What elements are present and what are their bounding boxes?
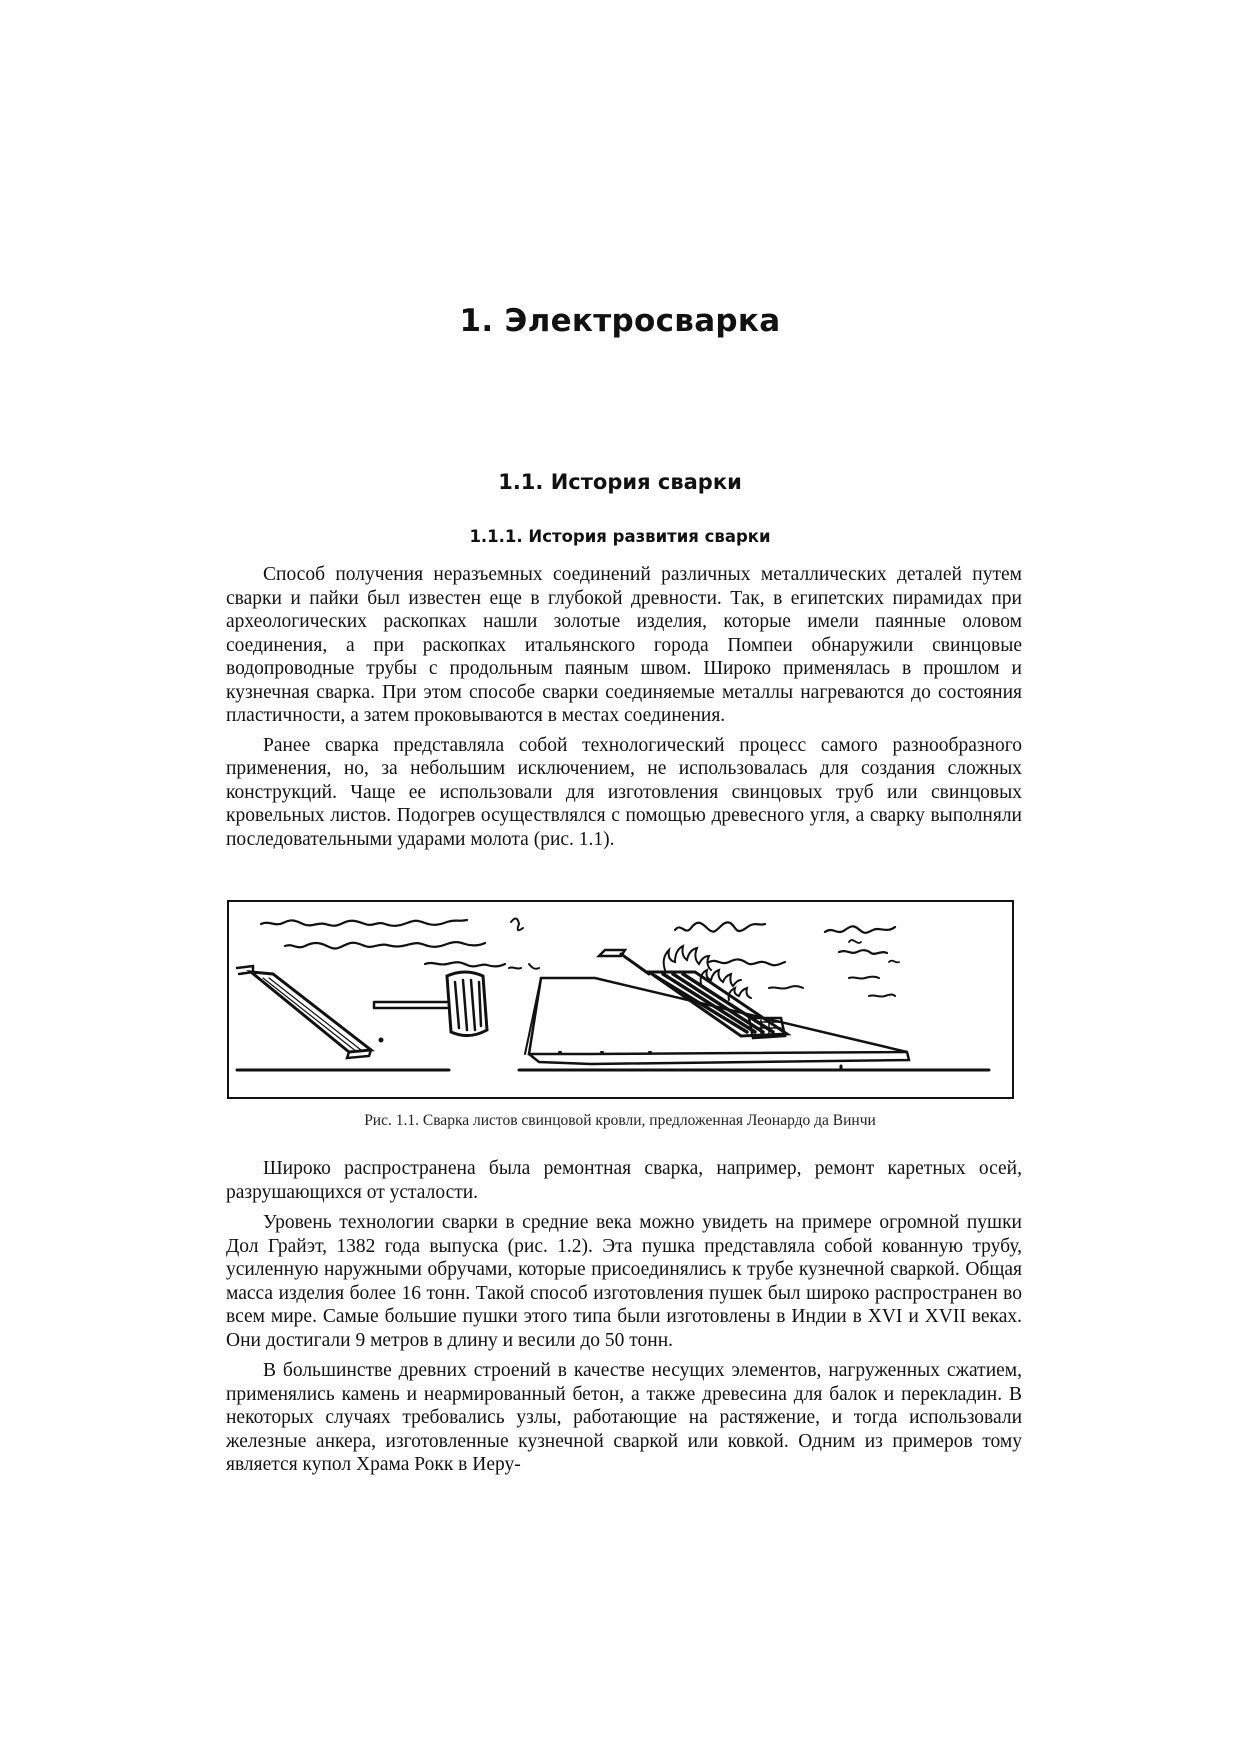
handwriting-stroke xyxy=(511,918,523,930)
handwriting-stroke xyxy=(509,964,539,969)
handwriting-stroke xyxy=(709,959,785,965)
handwriting-stroke xyxy=(261,920,467,926)
paragraph: Уровень технологии сварки в средние века можно увидеть на примере огромной пушки Дол Грайэт, 1382 года выпуска (рис. 1.2). Эта пушка представляла собой кованную трубу, усиленную наружными обручами, которые присоединялись к трубе кузнечной сваркой. Общая масса изделия более 16 тонн. Такой способ изготовления пушек был широко распространен во всем мире. Самые большие пушки этого типа были изготовлены в Индии в XVI и XVII веках. Они достигали 9 метров в длину и весили до 50 тонн. xyxy=(226,1212,1022,1351)
charcoal-trough-fill xyxy=(655,974,773,1032)
chapter-title: 1. Электросварка xyxy=(459,303,781,339)
sketch-illustration xyxy=(229,902,1011,1096)
iron-handle xyxy=(621,954,649,974)
paragraph: Способ получения неразъемных соединений различных металлических деталей путем сварки и пайки был известен еще в глубокой древности. Так, в египетских пирамидах при археологических раскопках нашли золотые изделия, которые имели паянные оловом соединения, а при раскопках итальянского города Помпеи обнаружили свинцовые водопроводные трубы с продольным паяным швом. Широко применялась в прошлом и кузнечная сварка. При этом способе сварки соединяемые металлы нагреваются до состояния пластичности, а затем проковываются в местах соединения. xyxy=(226,564,1022,726)
text-block-bottom xyxy=(226,1157,1022,1477)
handwriting-stroke xyxy=(769,986,803,988)
ground-lines xyxy=(237,1066,989,1070)
handwriting-stroke xyxy=(285,942,485,948)
flames xyxy=(664,946,711,970)
paragraph: Ранее сварка представляла собой технологический процесс самого разнообразного применения, но, за небольшим исключением, не использовалась для создания сложных конструкций. Чаще ее использовали для изготовления свинцовых труб или свинцовых кровельных листов. Подогрев осуществлялся с помощью древесного угля, а сварку выполняли последовательными ударами молота (рис. 1.1). xyxy=(226,734,1022,850)
paragraph: В большинстве древних строений в качестве несущих элементов, нагруженных сжатием, применялись камень и неармированный бетон, а также древесина для балок и перекладин. В некоторых случаях требовались узлы, работающие на растяжение, и тогда использовали железные анкера, изготовленные кузнечной сваркой или ковкой. Одним из примеров тому является купол Храма Рокк в Иеру- xyxy=(226,1360,1022,1475)
handwriting-stroke xyxy=(425,962,505,966)
paragraph: Широко распространена была ремонтная сварка, например, ремонт каретных осей, разрушающихся от усталости. xyxy=(226,1158,1022,1203)
handwriting-stroke xyxy=(849,977,895,997)
handwriting-stroke xyxy=(839,950,887,954)
hammer-handle xyxy=(374,1002,447,1008)
text-block-top xyxy=(226,563,1022,851)
figure-leonardo-sketch xyxy=(227,900,1014,1099)
figure-caption: Рис. 1.1. Сварка листов свинцовой кровли, предложенная Леонардо да Винчи xyxy=(364,1112,876,1129)
handwriting-stroke xyxy=(825,926,895,933)
sheet-plate-edge xyxy=(525,978,541,1054)
hammer-head-shading xyxy=(455,980,481,1030)
handwriting-stroke xyxy=(675,922,765,931)
subsection-title: 1.1.1. История развития сварки xyxy=(469,527,771,546)
section-title: 1.1. История сварки xyxy=(498,470,742,494)
plank-left-hatch xyxy=(263,978,361,1052)
flames xyxy=(701,970,741,986)
plank-left xyxy=(251,972,371,1052)
